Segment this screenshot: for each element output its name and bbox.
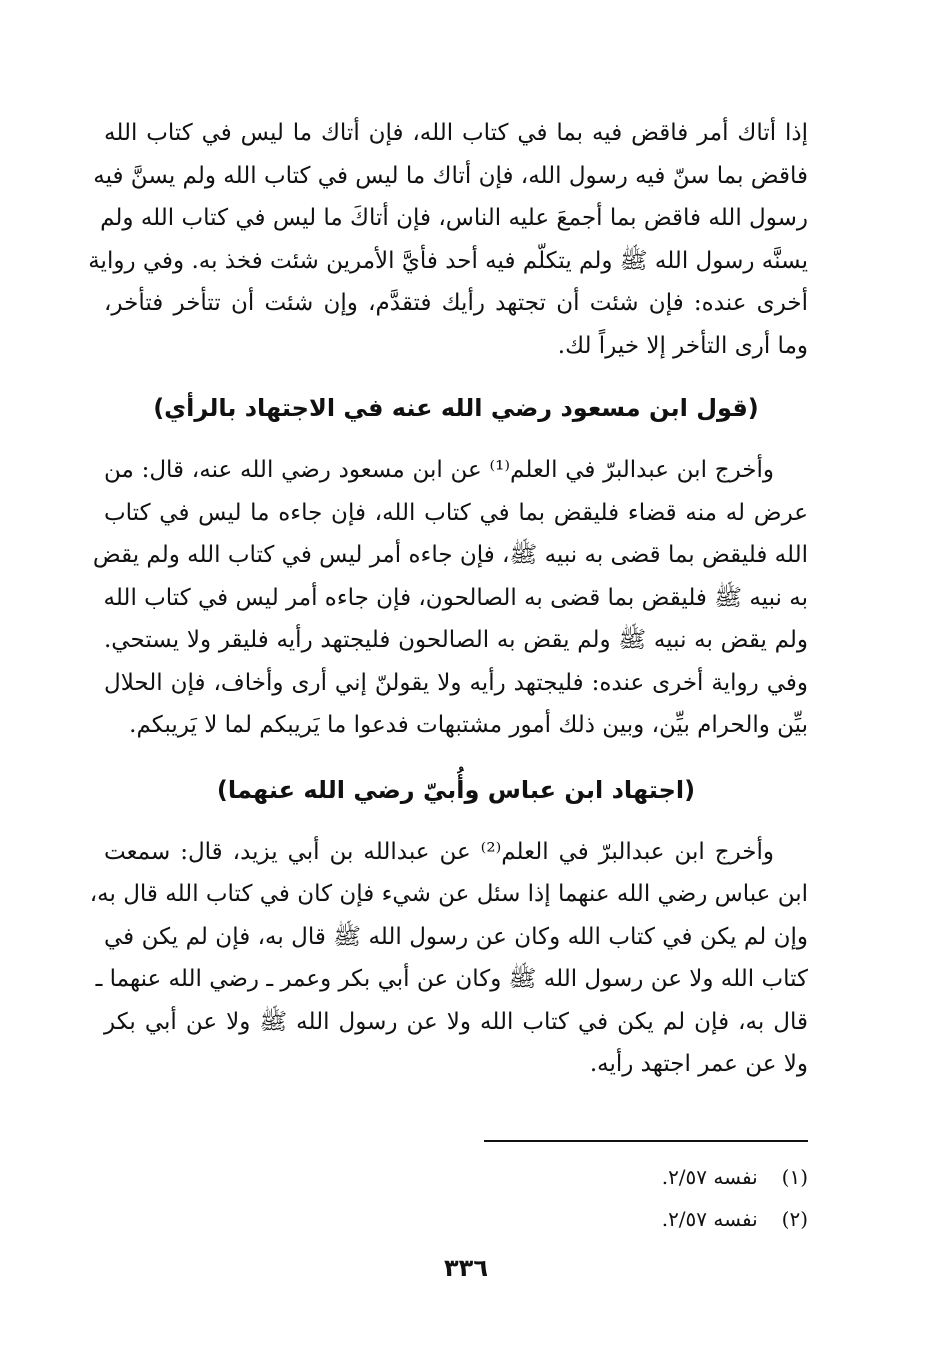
text-line: ولم يقض به نبيه ﷺ ولم يقض به الصالحون فليجتهد رأيه فليقر ولا يستحي. <box>104 627 808 653</box>
footnote-number: (١) <box>781 1165 808 1189</box>
page-body <box>88 104 808 1344</box>
text-line: به نبيه ﷺ فليقض بما قضى به الصالحون، فإن جاءه أمر ليس في كتاب الله <box>103 584 808 611</box>
section-heading-ibn-masud: (قول ابن مسعود رضي الله عنه في الاجتهاد بالرأي) <box>153 394 759 422</box>
text-line: إذا أتاك أمر فاقض فيه بما في كتاب الله، فإن أتاك ما ليس في كتاب الله <box>104 120 808 146</box>
text-line: وفي رواية أخرى عنده: فليجتهد رأيه ولا يقولنّ إني أرى وأخاف، فإن الحلال <box>104 669 808 696</box>
text-line: فاقض بما سنّ فيه رسول الله، فإن أتاك ما ليس في كتاب الله ولم يسنَّ فيه <box>93 162 808 189</box>
footnote-separator <box>484 1140 808 1142</box>
text-line: وإن لم يكن في كتاب الله وكان عن رسول الله ﷺ قال به، فإن لم يكن في <box>104 923 808 950</box>
paragraph-ibn-umar-narration <box>88 112 808 367</box>
footnote-number: (٢) <box>781 1207 808 1231</box>
text-line: رسول الله فاقض بما أجمعَ عليه الناس، فإن أتاكَ ما ليس في كتاب الله ولم <box>100 205 808 231</box>
text-line: وما أرى التأخر إلا خيراً لك. <box>557 332 808 359</box>
text-line: ابن عباس رضي الله عنهما إذا سئل عن شيء فإن كان في كتاب الله قال به، <box>89 881 808 907</box>
footnote-item <box>104 1198 808 1240</box>
footnotes <box>104 1156 808 1240</box>
page-number: ٣٣٦ <box>444 1254 488 1282</box>
footnote-text: نفسه ٢/٥٧. <box>661 1165 758 1189</box>
section-heading-ibn-abbas-ubayy: (اجتهاد ابن عباس وأُبيّ رضي الله عنهما) <box>216 775 696 804</box>
text-line: كتاب الله ولا عن رسول الله ﷺ وكان عن أبي بكر وعمر ـ رضي الله عنهما ـ <box>95 966 808 992</box>
text-line: بيِّن والحرام بيِّن، وبين ذلك أمور مشتبهات فدعوا ما يَريبكم لما لا يَريبكم. <box>129 712 808 738</box>
paragraph-ibn-masud <box>92 449 808 747</box>
text-line: ولا عن عمر اجتهد رأيه. <box>589 1051 808 1077</box>
text-line: قال به، فإن لم يكن في كتاب الله ولا عن رسول الله ﷺ ولا عن أبي بكر <box>104 1008 808 1035</box>
text-line: وأخرج ابن عبدالبرّ في العلم⁽¹⁾ عن ابن مسعود رضي الله عنه، قال: من <box>104 457 774 483</box>
text-line: عرض له منه قضاء فليقض بما في كتاب الله، فإن جاءه ما ليس في كتاب <box>104 499 808 526</box>
text-line: يسنَّه رسول الله ﷺ ولم يتكلّم فيه أحد فأيَّ الأمرين شئت فخذ به. وفي رواية <box>88 247 808 274</box>
footnote-text: نفسه ٢/٥٧. <box>661 1207 758 1231</box>
text-line: الله فليقض بما قضى به نبيه ﷺ، فإن جاءه أمر ليس في كتاب الله ولم يقض <box>92 542 808 568</box>
footnote-item <box>104 1156 808 1198</box>
text-line: وأخرج ابن عبدالبرّ في العلم⁽²⁾ عن عبدالله بن أبي يزيد، قال: سمعت <box>104 838 774 865</box>
paragraph-ibn-abbas <box>89 831 808 1086</box>
text-line: أخرى عنده: فإن شئت أن تجتهد رأيك فتقدَّم، وإن شئت أن تتأخر فتأخر، <box>104 290 808 316</box>
